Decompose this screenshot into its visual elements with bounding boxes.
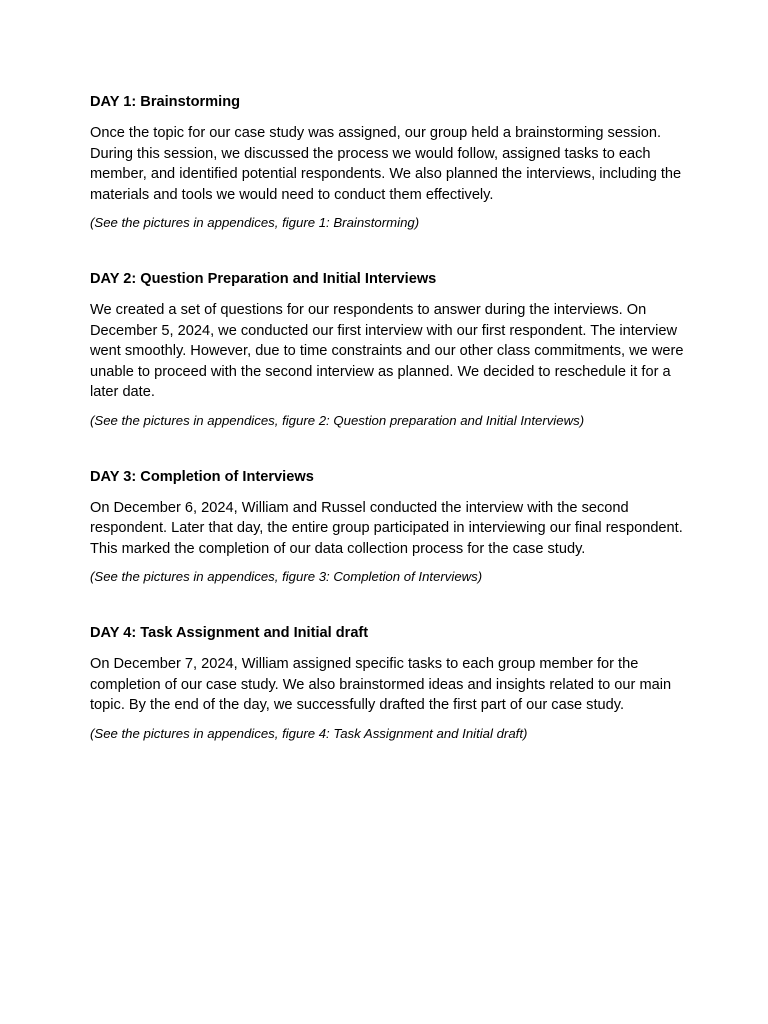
day-2-body: We created a set of questions for our respondents to answer during the interviews. On December 5, 2024, we conducted our first interview with our first respondent. The interview went smoothly. However, due to time constraints and our other class commitments, we were unable to proceed with the second interview as planned. We decided to reschedule it for a later date. [90, 302, 684, 400]
day-3-caption: (See the pictures in appendices, figure 3: Completion of Interviews) [90, 569, 483, 584]
day-4-heading: DAY 4: Task Assignment and Initial draft [90, 625, 369, 641]
day-3-heading: DAY 3: Completion of Interviews [90, 468, 314, 485]
document-page [90, 93, 690, 781]
day-4-body: On December 7, 2024, William assigned specific tasks to each group member for the completion of our case study. We also brainstormed ideas and insights related to our main topic. By the end of the day, we successfully drafted the first part of our case study. [90, 656, 672, 713]
day-1-body: Once the topic for our case study was assigned, our group held a brainstorming session. During this session, we discussed the process we would follow, assigned tasks to each member, and identified potential respondents. We also planned the interviews, including the materials and tools we would need to conduct them effectively. [90, 125, 682, 203]
day-1-caption: (See the pictures in appendices, figure 1: Brainstorming) [90, 215, 420, 230]
day-1-heading: DAY 1: Brainstorming [90, 94, 241, 110]
day-4-caption: (See the pictures in appendices, figure 4: Task Assignment and Initial draft) [90, 725, 528, 741]
day-2-section [90, 270, 690, 430]
day-2-caption: (See the pictures in appendices, figure 2: Question preparation and Initial Interviews) [90, 412, 585, 428]
day-3-section [90, 468, 690, 587]
day-1-section [90, 93, 690, 232]
day-3-body: On December 6, 2024, William and Russel conducted the interview with the second respondent. Later that day, the entire group participated in interviewing our final respondent. This marked the completion of our data collection process for the case study. [90, 499, 683, 557]
day-4-section [90, 624, 690, 743]
day-2-heading: DAY 2: Question Preparation and Initial Interviews [90, 271, 437, 287]
